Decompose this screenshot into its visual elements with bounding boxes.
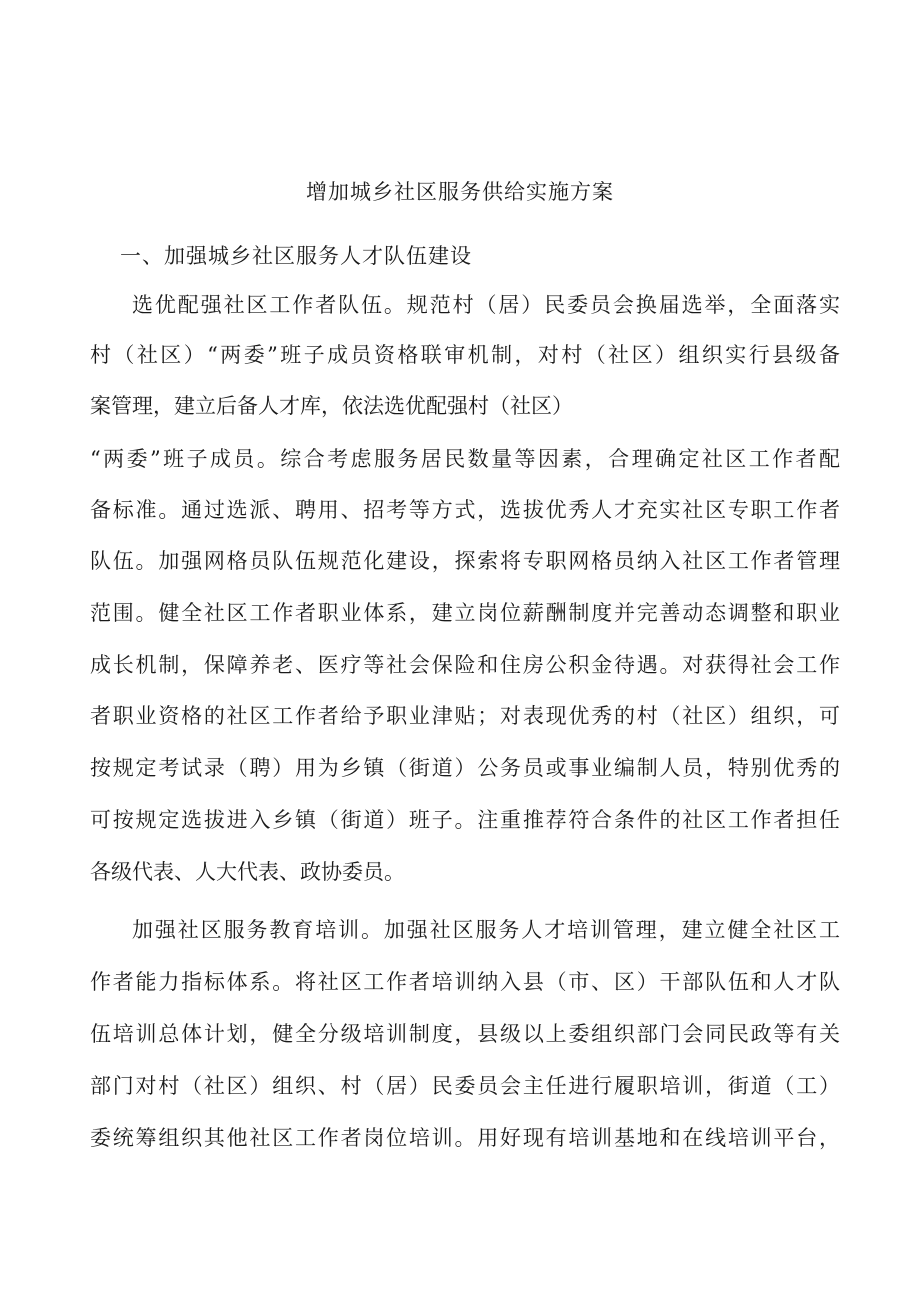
paragraph-line: 伍培训总体计划，健全分级培训制度，县级以上委组织部门会同民政等有关 (90, 1022, 840, 1046)
paragraph-line: 委统筹组织其他社区工作者岗位培训。用好现有培训基地和在线培训平台， (90, 1126, 840, 1150)
paragraph-line: 成长机制，保障养老、医疗等社会保险和住房公积金待遇。对获得社会工作 (90, 653, 840, 677)
paragraph-line: 可按规定选拔进入乡镇（街道）班子。注重推荐符合条件的社区工作者担任 (90, 808, 840, 832)
paragraph-line: 作者能力指标体系。将社区工作者培训纳入县（市、区）干部队伍和人才队 (90, 970, 840, 994)
paragraph-line: 部门对村（社区）组织、村（居）民委员会主任进行履职培训，街道（工） (90, 1074, 840, 1098)
paragraph-line: “两委”班子成员。综合考虑服务居民数量等因素，合理确定社区工作者配 (90, 447, 840, 471)
paragraph-line: 按规定考试录（聘）用为乡镇（街道）公务员或事业编制人员，特别优秀的 (90, 756, 840, 780)
paragraph-line: 加强社区服务教育培训。加强社区服务人才培训管理，建立健全社区工 (132, 918, 840, 942)
paragraph-line: 备标准。通过选派、聘用、招考等方式，选拔优秀人才充实社区专职工作者 (90, 498, 840, 522)
paragraph-line: 队伍。加强网格员队伍规范化建设，探索将专职网格员纳入社区工作者管理 (90, 549, 840, 573)
paragraph-line: 者职业资格的社区工作者给予职业津贴；对表现优秀的村（社区）组织，可 (90, 704, 840, 728)
paragraph-line: 案管理，建立后备人才库，依法选优配强村（社区） (90, 394, 573, 418)
paragraph-line: 选优配强社区工作者队伍。规范村（居）民委员会换届选举，全面落实 (132, 293, 840, 317)
paragraph-line: 村（社区）“两委”班子成员资格联审机制，对村（社区）组织实行县级备 (90, 343, 840, 367)
document-title: 增加城乡社区服务供给实施方案 (306, 180, 614, 204)
paragraph-line: 各级代表、人大代表、政协委员。 (90, 860, 405, 884)
section-heading: 一、加强城乡社区服务人才队伍建设 (120, 244, 472, 268)
paragraph-line: 范围。健全社区工作者职业体系，建立岗位薪酬制度并完善动态调整和职业 (90, 601, 840, 625)
